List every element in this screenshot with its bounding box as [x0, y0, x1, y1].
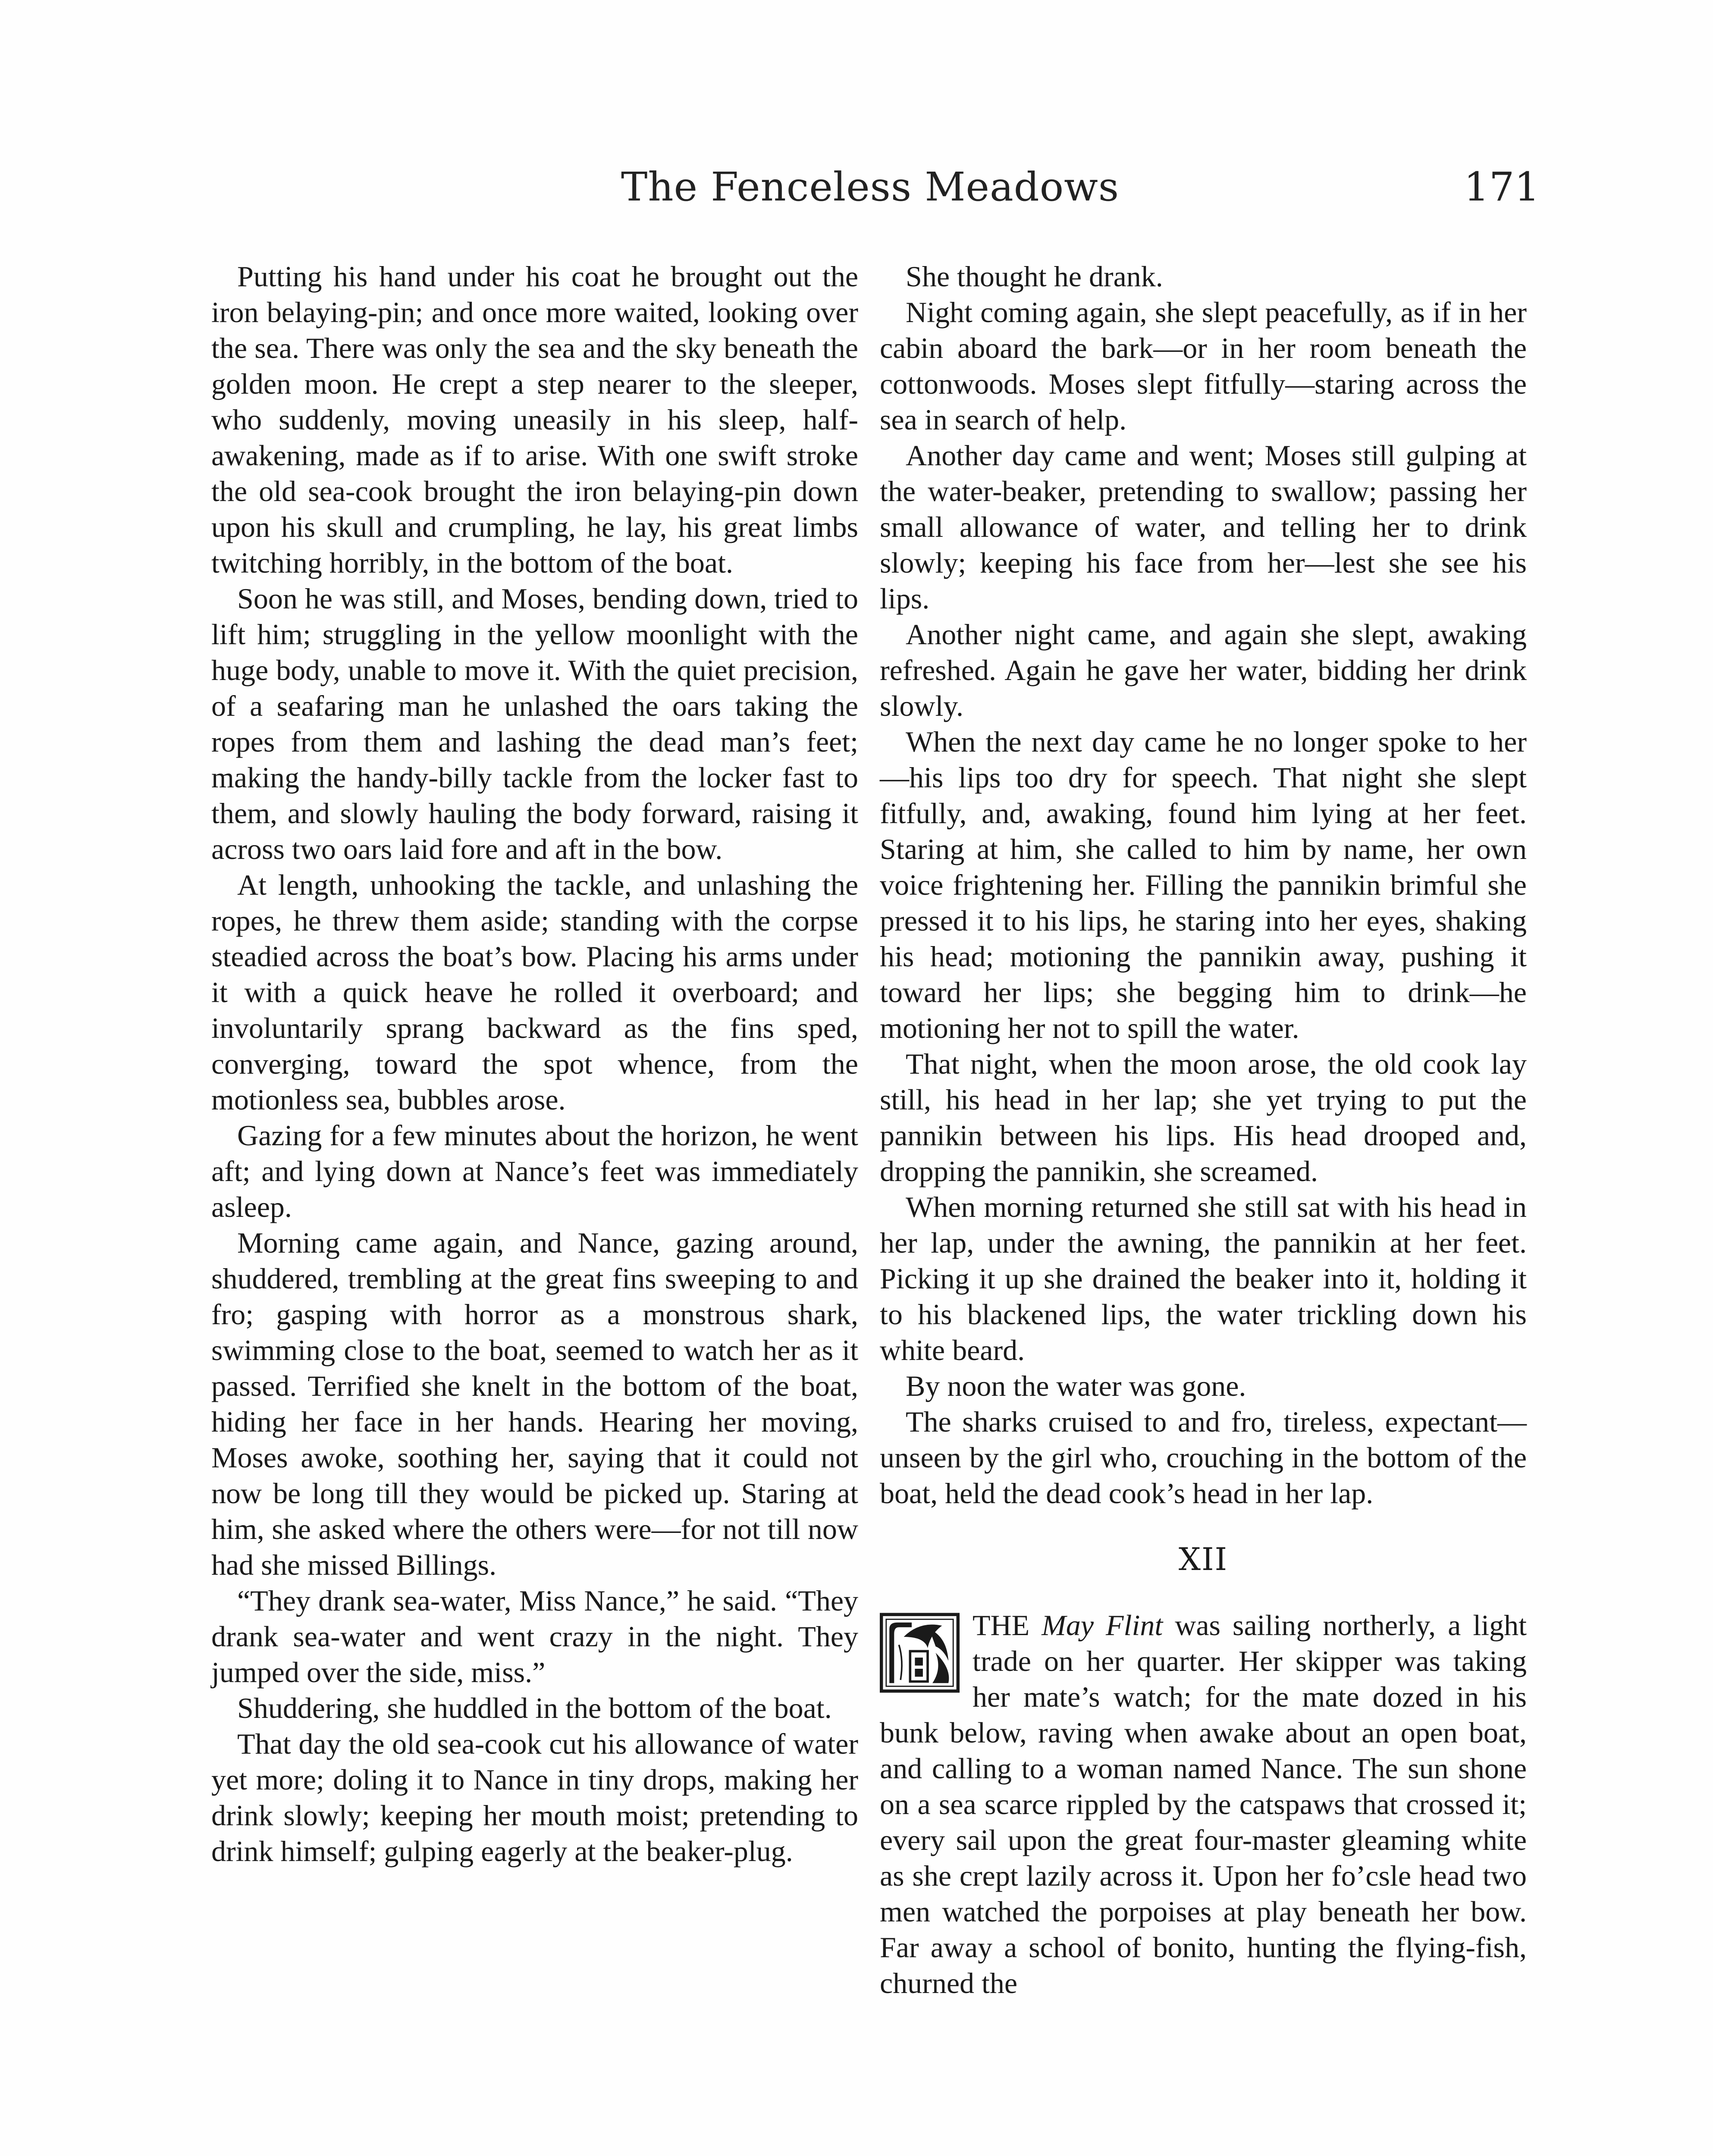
paragraph: Morning came again, and Nance, gazing around, shuddered, trembling at the great fins sweeping to and fro; gasping with horror as a monstrous shark, swimming close to the boat, seemed to watch her as it passed. Terrified she knelt in the bottom of the boat, hiding her face in her hands. Hearing her moving, Moses awoke, soothing her, saying that it could not now be long till they would be picked up. Staring at him, she asked where the others were—for not till now had she missed Billings.: [211, 1226, 858, 1581]
decorative-initial-icon: [880, 1612, 960, 1694]
right-column: [880, 259, 1527, 2001]
paragraph: Putting his hand under his coat he brought out the iron belaying-pin; and once more waited, looking over the sea. There was only the sea and the sky beneath the golden moon. He crept a step nearer to the sleeper, who suddenly, moving uneasily in his sleep, half-awakening, made as if to arise. With one swift stroke the old sea-cook brought the iron belaying-pin down upon his skull and crumpling, he lay, his great limbs twitching horribly, in the bottom of the boat.: [211, 260, 858, 579]
paragraph: Night coming again, she slept peacefully, as if in her cabin aboard the bark—or in her room beneath the cottonwoods. Moses slept fitfully—staring across the sea in search of help.: [880, 296, 1527, 436]
running-header: [621, 164, 1540, 224]
running-title: The Fenceless Meadows: [621, 164, 1120, 210]
paragraph: At length, unhooking the tackle, and unlashing the ropes, he threw them aside; standing with the corpse steadied across the boat’s bow. Placing his arms under it with a quick heave he rolled it overboard; and involuntarily sprang backward as the fins sped, converging, toward the spot whence, from the motionless sea, bubbles arose.: [211, 868, 858, 1116]
paragraph: When the next day came he no longer spoke to her—his lips too dry for speech. That night she slept fitfully, and, awaking, found him lying at her feet. Staring at him, she called to him by name, her own voice frightening her. Filling the pannikin brimful she pressed it to his lips, he staring into her eyes, shaking his head; motioning the pannikin away, pushing it toward her lips; she begging him to drink—he motioning her not to spill the water.: [880, 725, 1527, 1044]
paragraph: Gazing for a few minutes about the horizon, he went aft; and lying down at Nance’s feet was immediately asleep.: [211, 1119, 858, 1223]
paragraph: That day the old sea-cook cut his allowance of water yet more; doling it to Nance in tiny drops, making her drink slowly; keeping her mouth moist; pretending to drink himself; gulping eagerly at the beaker-plug.: [211, 1727, 858, 1868]
paragraph: Soon he was still, and Moses, bending down, tried to lift him; struggling in the yellow moonlight with the huge body, unable to move it. With the quiet precision, of a seafaring man he unlashed the oars taking the ropes from them and lashing the dead man’s feet; making the handy-billy tackle from the locker fast to them, and slowly hauling the body forward, raising it across two oars laid fore and aft in the bow.: [211, 582, 858, 865]
paragraph: She thought he drank.: [906, 260, 1163, 293]
left-column: [211, 259, 858, 1869]
paragraph: Shuddering, she huddled in the bottom of the boat.: [237, 1692, 832, 1724]
paragraph-text: was sailing northerly, a light trade on her quarter. Her skipper was taking her mate’s watch; for the mate dozed in his bunk below, raving when awake about an open boat, and calling to a woman named Nance. The sun shone on a sea scarce rippled by the catspaws that crossed it; every sail upon the great four-master gleaming white as she crept lazily across it. Upon her fo’csle head two men watched the porpoises at play beneath her bow. Far away a school of bonito, hunting the flying-fish, churned the: [880, 1609, 1527, 1999]
page-number: 171: [1464, 164, 1540, 210]
paragraph: Another day came and went; Moses still gulping at the water-beaker, pretending to swallow; passing her small allowance of water, and telling her to drink slowly; keeping his face from her—lest she see his lips.: [880, 439, 1527, 615]
section-first-paragraph: [880, 1608, 1527, 2001]
lead-word: THE: [973, 1609, 1030, 1642]
paragraph: By noon the water was gone.: [906, 1369, 1246, 1402]
paragraph: When morning returned she still sat with his head in her lap, under the awning, the pannikin at her feet. Picking it up she drained the beaker into it, holding it to his blackened lips, the water trickling down his white beard.: [880, 1191, 1527, 1366]
paragraph: “They drank sea-water, Miss Nance,” he said. “They drank sea-water and went crazy in the night. They jumped over the side, miss.”: [211, 1584, 858, 1689]
paragraph: The sharks cruised to and fro, tireless, expectant—unseen by the girl who, crouching in the bottom of the boat, held the dead cook’s head in her lap.: [880, 1405, 1527, 1510]
paragraph: That night, when the moon arose, the old cook lay still, his head in her lap; she yet trying to put the pannikin between his lips. His head drooped and, dropping the pannikin, she screamed.: [880, 1047, 1527, 1188]
paragraph: Another night came, and again she slept, awaking refreshed. Again he gave her water, bidding her drink slowly.: [880, 618, 1527, 722]
section-heading: XII: [1178, 1541, 1228, 1577]
ship-name: May Flint: [1042, 1609, 1163, 1642]
